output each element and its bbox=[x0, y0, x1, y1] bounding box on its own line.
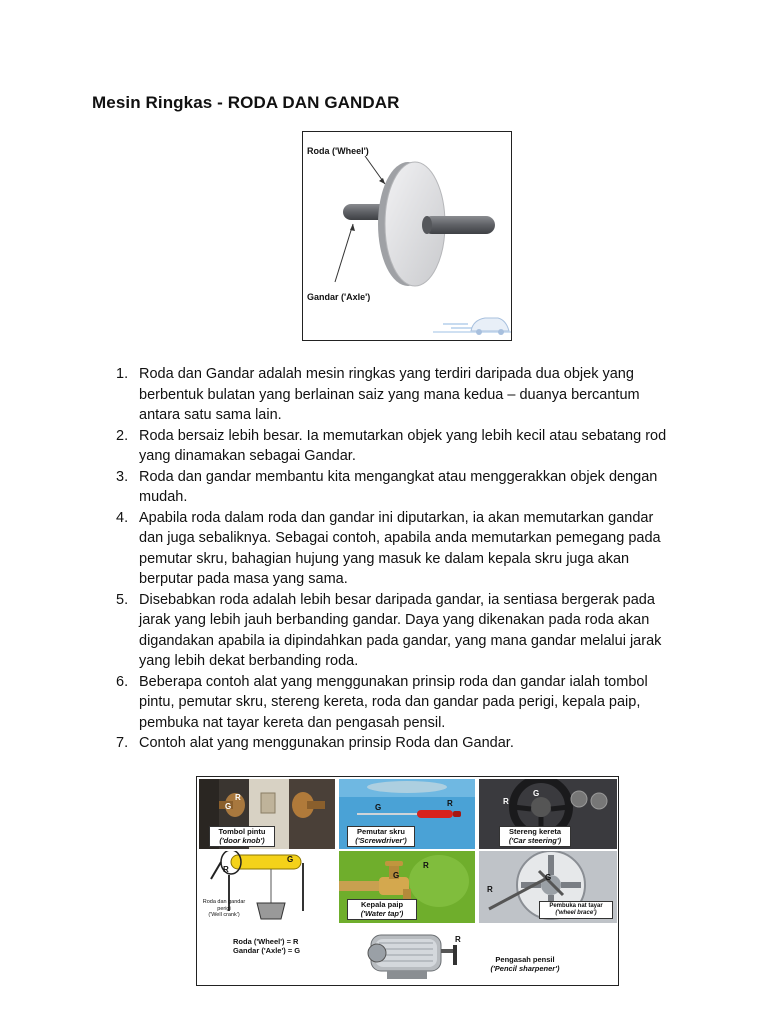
list-text: Roda dan Gandar adalah mesin ringkas yang terdiri daripada dua objek yang berbentuk bulatan yang berlainan saiz yang mana kedua – duanya bercantum antara satu sama lain. bbox=[139, 366, 640, 423]
water-tap-photo bbox=[339, 851, 475, 923]
list-item bbox=[108, 672, 678, 734]
list-number: 7. bbox=[116, 735, 129, 751]
wheel-brace-photo bbox=[479, 851, 617, 923]
door-knob-caption: Tombol pintu ('door knob') bbox=[209, 826, 275, 847]
wheel-and-axle-diagram bbox=[302, 131, 512, 341]
screwdriver-caption: Pemutar skru ('Screwdriver') bbox=[347, 826, 415, 847]
list-text: Roda bersaiz lebih besar. Ia memutarkan objek yang lebih kecil atau sebatang rod yang dinamakan sebagai Gandar. bbox=[139, 427, 667, 464]
list-text: Roda dan gandar membantu kita mengangkat atau menggerakkan objek dengan mudah. bbox=[139, 468, 658, 505]
wheel-label: Roda ('Wheel') bbox=[307, 146, 369, 156]
wheel-axle-illustration bbox=[303, 132, 511, 340]
legend-axle: Gandar ('Axle') = G bbox=[233, 946, 301, 955]
list-text: Beberapa contoh alat yang menggunakan prinsip roda dan gandar ialah tombol pintu, pemutar skru, stereng kereta, roda dan gandar pada perigi, kepala paip, pembuka nat tayar kereta dan pengasah pensil. bbox=[139, 673, 648, 731]
list-item bbox=[108, 508, 678, 590]
list-item bbox=[108, 733, 678, 754]
explanation-list bbox=[108, 364, 678, 754]
r-marker: R bbox=[447, 799, 453, 808]
r-marker: R bbox=[455, 935, 461, 944]
list-number: 6. bbox=[116, 673, 129, 690]
g-marker: G bbox=[545, 873, 552, 882]
r-marker: R bbox=[235, 793, 241, 802]
r-marker: R bbox=[423, 861, 429, 870]
list-number: 4. bbox=[116, 509, 129, 526]
r-marker: R bbox=[487, 885, 493, 894]
list-number: 3. bbox=[116, 468, 129, 485]
g-marker: G bbox=[225, 802, 232, 811]
g-marker: G bbox=[287, 855, 294, 864]
pencil-sharpener-photo bbox=[357, 925, 467, 983]
car-steering-caption: Stereng kereta ('Car steering') bbox=[499, 826, 571, 847]
list-number: 5. bbox=[116, 591, 129, 608]
r-marker: R bbox=[223, 865, 229, 874]
g-marker: G bbox=[393, 871, 400, 880]
r-marker: R bbox=[503, 797, 509, 806]
screwdriver-photo bbox=[339, 779, 475, 849]
legend-wheel: Roda ('Wheel') = R bbox=[233, 937, 299, 946]
well-crank-drawing bbox=[199, 851, 335, 923]
water-tap-caption: Kepala paip ('Water tap') bbox=[347, 899, 417, 920]
list-item bbox=[108, 590, 678, 672]
axle-label: Gandar ('Axle') bbox=[307, 292, 371, 302]
list-item bbox=[108, 467, 678, 508]
wheel-brace-caption: Pembuka nat tayar ('wheel brace') bbox=[539, 901, 613, 919]
list-text: Apabila roda dalam roda dan gandar ini diputarkan, ia akan memutarkan gandar dan juga sebaliknya. Sebagai contoh, apabila anda memutarkan pemegang pada pemutar skru, bahagian hujung yang masuk ke dalam kepala skru juga akan berputar pada masa yang sama. bbox=[139, 509, 661, 587]
g-marker: G bbox=[533, 789, 540, 798]
pencil-sharpener-caption: Pengasah pensil ('Pencil sharpener') bbox=[490, 955, 560, 973]
page-title: Mesin Ringkas - RODA DAN GANDAR bbox=[92, 93, 400, 112]
g-marker: G bbox=[375, 803, 382, 812]
car-steering-photo bbox=[479, 779, 617, 849]
list-item bbox=[108, 426, 678, 467]
list-text: Contoh alat yang menggunakan prinsip Roda dan Gandar. bbox=[139, 735, 514, 751]
list-item bbox=[108, 364, 678, 426]
list-number: 2. bbox=[116, 427, 129, 444]
list-text: Disebabkan roda adalah lebih besar daripada gandar, ia sentiasa bergerak pada jarak yang lebih jauh berbanding gandar. Daya yang dikenakan pada roda akan digandakan apabila ia dipindahkan pada gandar, yang mana gandar melalui jarak yang lebih dekat berbanding roda. bbox=[139, 591, 662, 669]
examples-collage bbox=[196, 776, 619, 986]
list-number: 1. bbox=[116, 366, 129, 382]
door-knob-photo bbox=[199, 779, 335, 849]
axle-front-shape bbox=[423, 216, 495, 234]
legend bbox=[233, 937, 300, 955]
well-caption: Roda dan gandar perigi ('Well crank') bbox=[202, 899, 246, 918]
